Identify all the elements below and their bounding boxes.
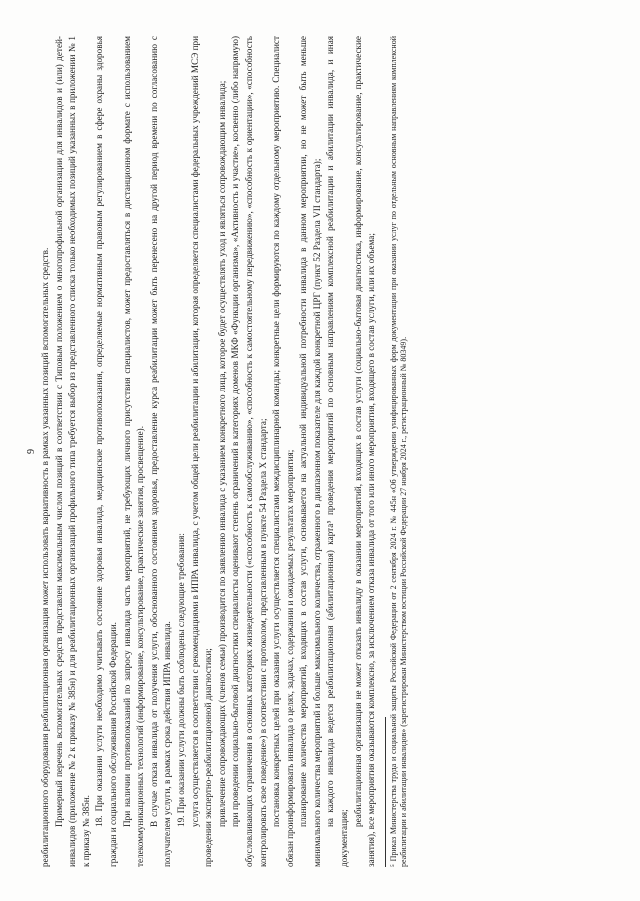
paragraph-11: планирование количества мероприятий, входящих в состав услуги, основывается на актуальной индивидуальной потребности инвалида в данном мероприятии, но не может быть меньше минимального количества мероприятий и больше максимального количества, отраженного в диапазонном показателе для каждой конкретной ЦРГ (пункт 52 Раздела VII стандарта); (298, 36, 322, 867)
paragraph-12: на каждого инвалида ведется реабилитационная (абилитационная) карта⁵ проведения мероприятий по основным направлениям комплексной реабилитации и абилитации инвалида, и иная документация; (325, 36, 350, 867)
paragraph-8: привлечение сопровождающих (членов семьи) производится по заявлению инвалида с указанием конкретного лица, которое будет осуществлять уход и являться сопровождающим инвалида; (216, 80, 227, 827)
paragraph-2: Примерный перечень вспомогательных средств представлен максимальным числом позиций в соответствии с Типовым положением о многопрофильной организации для инвалидов и (или) детей-инвалидов (приложение № 2 к приказу № 385н) и для реабилитационных организаций профильного типа требуется выбор из представленного списка только необходимых позиций указанных в приложении № 1 к приказу № 385н. (53, 36, 91, 867)
paragraph-9: при проведении социально-бытовой диагностики специалисты оценивают степень ограничений в категориях доменов МКФ «Функции организма», «Активность и участие», косвенно (либо напрямую) обусловливающих ограничения в основных категориях жизнедеятельности («способность к самообслуживанию», «способность к самостоятельному передвижению», «способность к ориентации», «способность контролировать свое поведение») в соответствии с протоколом, представленным в пункте 54 Раздела X стандарта; (230, 36, 268, 867)
paragraph-7: услуга осуществляется в соответствии с рекомендациями в ИПРА инвалида, с учетом общей цели реабилитации и абилитации, которая определяется специалистами федеральных учреждений МСЭ при проведении экспертно-реабилитационной диагностики; (189, 36, 214, 867)
paragraph-1: реабилитационного оборудования реабилитационная организация может использовать вариативность в рамках указанных позиций вспомогательных средств. (40, 247, 50, 867)
paragraph-6: 19. При оказании услуги должны быть соблюдены следующие требования: (175, 533, 186, 827)
paragraph-4: При наличии противопоказаний по запросу инвалида часть мероприятий, не требующих личного присутствия специалистов, может предоставляться в дистанционном формате с использованием телекоммуникационных технологий (информирование, консультирование, практические занятия, просвещение). (121, 36, 146, 867)
paragraph-3: 18. При оказании услуги необходимо учитывать состояние здоровья инвалида, медицинские противопоказания, определяемые нормативным правовым регулированием в сфере охраны здоровья граждан и социального обслуживания Российской Федерации. (94, 36, 118, 867)
paragraph-13: реабилитационная организация не может отказать инвалиду в оказании мероприятий, входящих в состав услуги (социально-бытовая диагностика, информирование, консультирование, практические занятия), все мероприятия оказываются комплексно, за исключением отказа инвалида от того или иного мероприятия, входящего в состав услуги, или их объема; (352, 36, 377, 867)
page-number: 9 (26, 449, 37, 454)
paragraph-10: постановка конкретных целей при оказании услуги осуществляется специалистами междисциплинарной команды; конкретные цели формируются по каждому отдельному мероприятию. Специалист обязан проинформировать инвалида о целях, задачах, содержании и ожидаемых результатах мероприятия; (271, 36, 295, 867)
footnote: ⁵ Приказ Министерства труда и социальной защиты Российской Федерации от 2 сентября 2024 г. № 445н «Об утверждении унифицированных форм документации при оказании услуг по отдельным основным направлениям комплексной реабилитации и абилитации инвалидов» (зарегистрирован Министерством юстиции Российской Федерации 27 ноября 2024 г., регистрационный № 80349). (388, 36, 409, 867)
footnote-divider (385, 717, 386, 867)
paragraph-5: В случае отказа инвалида от получения услуги, обоснованного состоянием здоровья, предоставление курса реабилитации может быть перенесено на другой период времени по согласованию с получателем услуги, в рамках срока действия ИПРА инвалида. (148, 36, 173, 867)
